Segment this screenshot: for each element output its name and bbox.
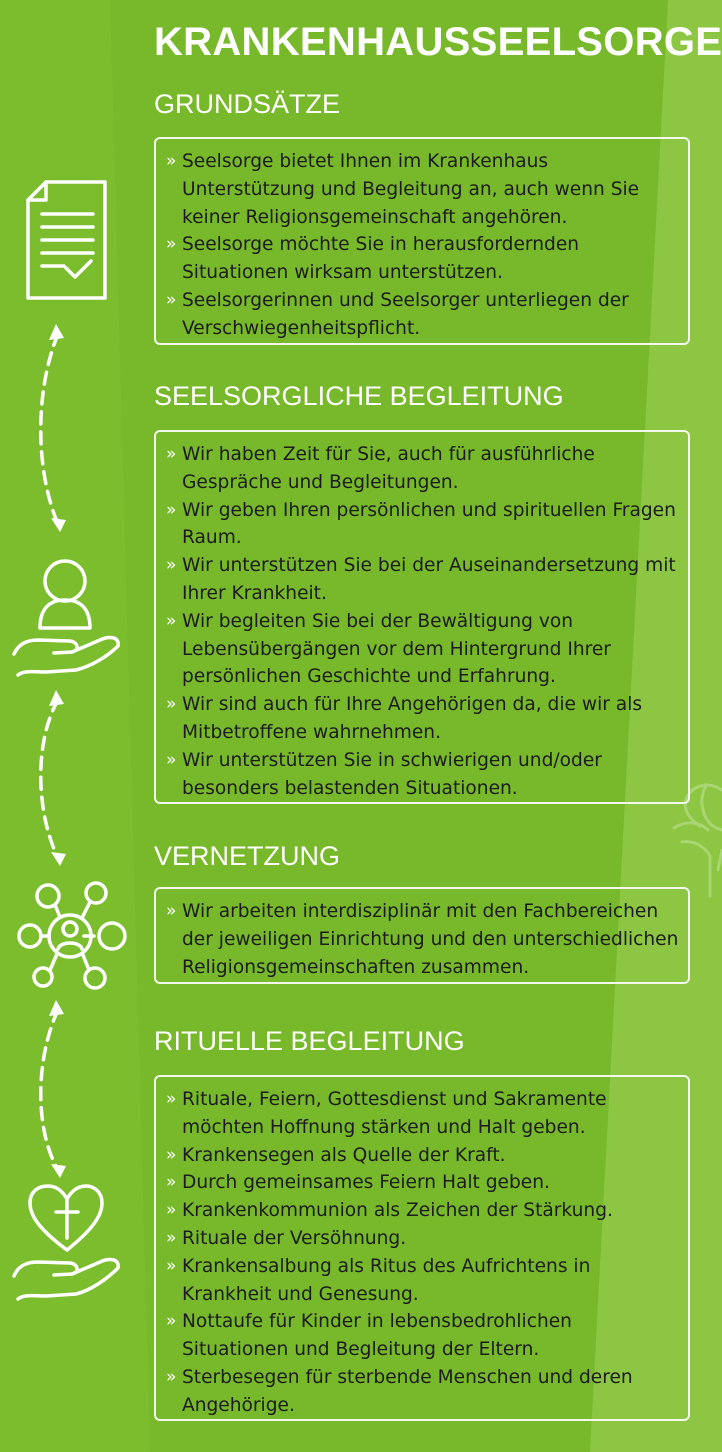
heading-rituelle-begleitung: RITUELLE BEGLEITUNG: [154, 1026, 465, 1056]
bullet-marker: »: [166, 1311, 177, 1332]
list-item: » Wir haben Zeit für Sie, auch für ausführliche Gespräche und Begleitungen.: [166, 441, 682, 497]
heading-seelsorgliche-begleitung: SEELSORGLICHE BEGLEITUNG: [154, 381, 564, 411]
section-box-rituelle-begleitung: [154, 1075, 690, 1421]
bullet-marker: »: [166, 151, 177, 171]
list-item: » Krankenkommunion als Zeichen der Stärkung.: [166, 1197, 682, 1225]
heading-vernetzung: VERNETZUNG: [154, 841, 341, 871]
list-item: » Krankensalbung als Ritus des Aufrichtens in Krankheit und Genesung.: [166, 1253, 682, 1309]
list-item: » Wir geben Ihren persönlichen und spirituellen Fragen Raum.: [166, 497, 682, 553]
list-item: » Durch gemeinsames Feiern Halt geben.: [166, 1169, 682, 1197]
bullet-marker: »: [166, 234, 177, 255]
bullet-marker: »: [166, 1227, 177, 1248]
bullet-marker: »: [166, 1172, 177, 1193]
bullet-marker: »: [166, 1200, 177, 1221]
list-item: » Wir unterstützen Sie in schwierigen und/oder besonders belastenden Situationen.: [166, 747, 682, 803]
bullet-marker: »: [166, 289, 177, 310]
list-item: » Krankensegen als Quelle der Kraft.: [166, 1142, 682, 1170]
bullet-marker: »: [166, 444, 177, 464]
bullet-marker: »: [166, 499, 177, 520]
section-box-seelsorgliche-begleitung: [154, 430, 690, 804]
list-item: » Wir sind auch für Ihre Angehörigen da, die wir als Mitbetroffene wahrnehmen.: [166, 691, 682, 747]
list-item: » Seelsorgerinnen und Seelsorger unterliegen der Verschwiegenheitspflicht.: [166, 287, 682, 343]
bullet-marker: »: [166, 1366, 177, 1387]
bullet-marker: »: [166, 610, 177, 631]
heading-grundsaetze: GRUNDSÄTZE: [154, 89, 341, 119]
bullet-marker: »: [166, 901, 177, 921]
section-box-vernetzung: [154, 887, 690, 984]
bullet-marker: »: [166, 1144, 177, 1165]
section-box-grundsaetze: [154, 137, 690, 345]
list-item: » Wir begleiten Sie bei der Bewältigung von Lebensübergängen vor dem Hintergrund Ihrer persönlichen Geschichte und Erfahrung.: [166, 608, 682, 691]
list-item: » Sterbesegen für sterbende Menschen und deren Angehörige.: [166, 1364, 682, 1420]
bullet-marker: »: [166, 694, 177, 715]
list-item: » Nottaufe für Kinder in lebensbedrohlichen Situationen und Begleitung der Eltern.: [166, 1308, 682, 1364]
list-item: » Wir arbeiten interdisziplinär mit den Fachbereichen der jeweiligen Einrichtung und den unterschiedlichen Religionsgemeinschaften zusammen.: [166, 898, 682, 981]
list-item: » Seelsorge bietet Ihnen im Krankenhaus Unterstützung und Begleitung an, auch wenn Sie keiner Religionsgemeinschaft angehören.: [166, 148, 682, 231]
list-item: » Rituale, Feiern, Gottesdienst und Sakramente möchten Hoffnung stärken und Halt geben.: [166, 1086, 682, 1142]
page-title: KRANKENHAUSSEELSORGE: [154, 20, 722, 64]
list-item: » Rituale der Versöhnung.: [166, 1225, 682, 1253]
bullet-marker: »: [166, 749, 177, 770]
bullet-marker: »: [166, 1089, 177, 1109]
bullet-marker: »: [166, 555, 177, 576]
list-item: » Wir unterstützen Sie bei der Auseinandersetzung mit Ihrer Krankheit.: [166, 552, 682, 608]
bullet-marker: »: [166, 1255, 177, 1276]
list-item: » Seelsorge möchte Sie in herausfordernden Situationen wirksam unterstützen.: [166, 231, 682, 287]
